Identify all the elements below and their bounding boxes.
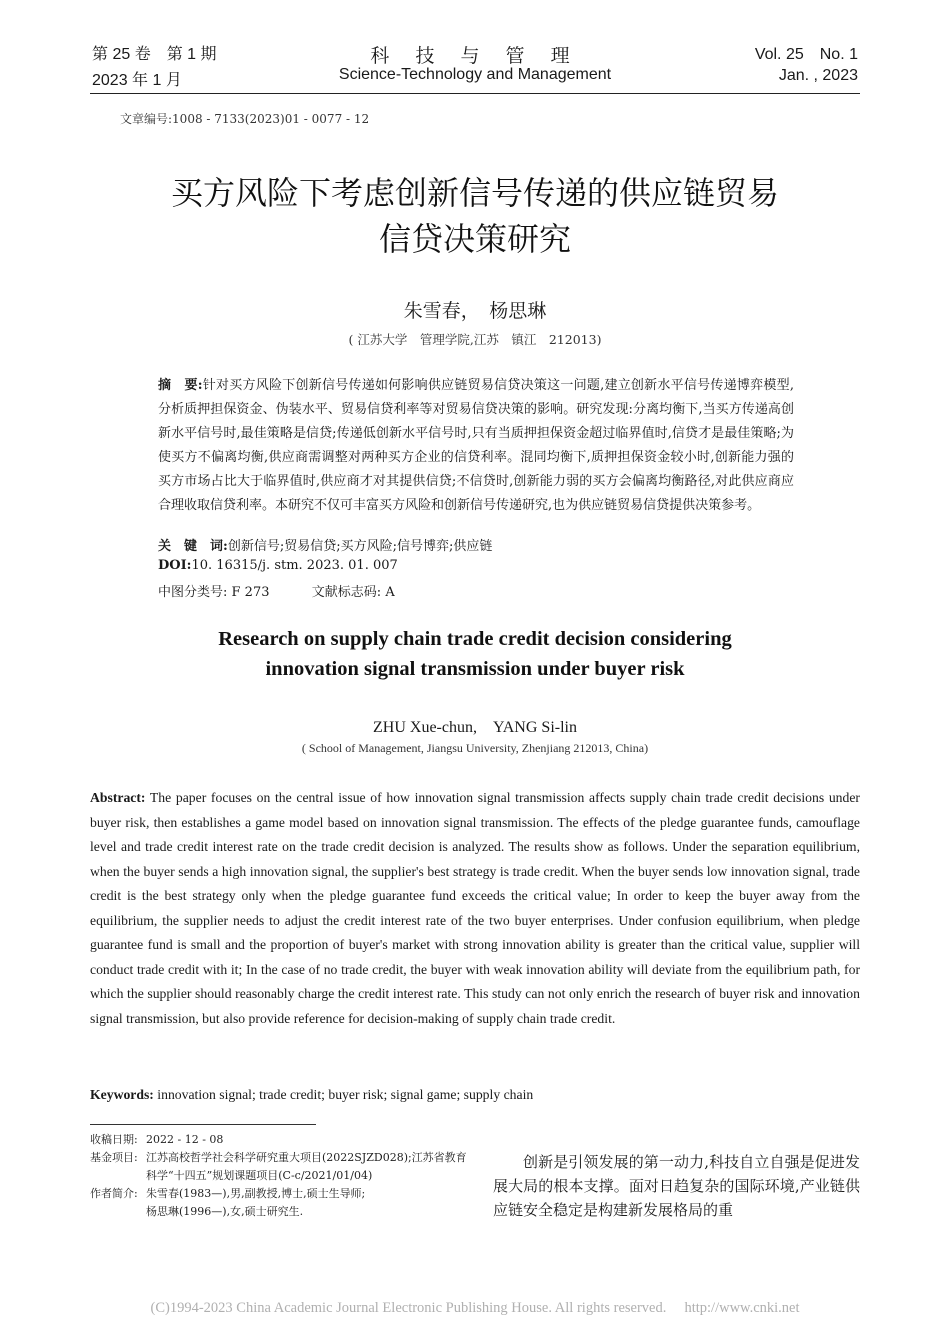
fund-label: 基金项目: (90, 1151, 138, 1164)
doc-code-text: A (385, 585, 395, 600)
cn-affiliation: ( 江苏大学 管理学院,江苏 镇江 212013) (348, 332, 602, 347)
en-title (100, 624, 850, 684)
footnote-fund (90, 1149, 475, 1185)
en-abstract-text: The paper focuses on the central issue of how innovation signal transmission affects supply chain trade credit decisions under buyer risk, then establishes a game model based on innovation signal transmission. The effects of the pledge guarantee funds, camouflage level and trade credit interest rate on the trade credit decision is analyzed. The results show as follows. Under the separation equilibrium, when the buyer sends a high innovation signal, the supplier's best strategy is trade credit. When the buyer sends low innovation signal, trade credit is the best strategy only when the pledge guarantee fund exceeds the critical value; In order to keep the buyer away from the equilibrium, the supplier needs to adjust the credit interest rate of the two buyer enterprises. Under confusion equilibrium, when pledge guarantee fund is small and the proportion of buyer's market with strong innovation ability is greater than the critical value, supplier will conduct trade credit with it; In the case of no trade credit, the buyer with weak innovation ability will deviate from the equilibrium path, for which the supplier should reasonably charge the credit interest rate. This study can not only enrich the research of buyer risk and innovation signal transmission, but also provide reference for decision-making of supply chain trade credit. (90, 790, 860, 1026)
cn-abstract-text: 针对买方风险下创新信号传递如何影响供应链贸易信贷决策这一问题,建立创新水平信号传递博弈模型,分析质押担保资金、伪装水平、贸易信贷利率等对贸易信贷决策的影响。研究发现:分离均衡下,当买方传递高创新水平信号时,最佳策略是信贷;传递低创新水平信号时,只有当质押担保资金超过临界值时,信贷才是最佳策略;为使买方不偏离均衡,供应商需调整对两种买方企业的信贷利率。混同均衡下,质押担保资金较小时,创新能力强的买方市场占比大于临界值时,供应商才对其提供信贷;不信贷时,创新能力弱的买方会偏离均衡路径,对此供应商应合理收取信贷利率。本研究不仅可丰富买方风险和创新信号传递研究,也为供应链贸易信贷提供决策参考。 (158, 378, 794, 513)
en-authors: ZHU Xue-chun, YANG Si-lin (373, 719, 577, 736)
article-number: 文章编号:1008 - 7133(2023)01 - 0077 - 12 (120, 112, 370, 126)
date-en: Jan. , 2023 (778, 67, 858, 84)
received-text: 2022 - 12 - 08 (146, 1133, 224, 1146)
bio-label: 作者简介: (90, 1187, 138, 1200)
cn-keywords-text: 创新信号;贸易信贷;买方风险;信号博弈;供应链 (227, 539, 493, 554)
clc-text: F 273 (231, 585, 270, 600)
en-affiliation: ( School of Management, Jiangsu University, Zhenjiang 212013, China) (301, 741, 649, 755)
footnote-bio (90, 1185, 475, 1221)
received-label: 收稿日期: (90, 1133, 138, 1146)
cn-keywords-label: 关 键 词: (158, 539, 228, 554)
doc-code-label: 文献标志码: (311, 585, 382, 600)
bio-text (146, 1185, 475, 1221)
clc-label: 中图分类号: (158, 585, 228, 600)
volume-issue-cn: 第 25 卷 第 1 期 (92, 46, 217, 63)
copyright-notice: (C)1994-2023 China Academic Journal Electronic Publishing House. All rights reserved. http://www.cnki.net (150, 1300, 800, 1316)
journal-name-cn: 科 技 与 管 理 (370, 45, 580, 67)
fund-text: 江苏高校哲学社会科学研究重大项目(2022SJZD028);江苏省教育科学“十四五”规划课题项目(C-c/2021/01/04) (146, 1151, 467, 1182)
journal-name-en: Science-Technology and Management (338, 66, 612, 83)
footnote-rule (90, 1124, 316, 1125)
en-title-line-2: innovation signal transmission under buyer risk (265, 658, 685, 680)
cn-title-line-1: 买方风险下考虑创新信号传递的供应链贸易 (170, 174, 779, 212)
en-keywords-text: innovation signal; trade credit; buyer risk; signal game; supply chain (153, 1087, 534, 1102)
footnote-received (90, 1131, 475, 1149)
en-abstract-label: Abstract: (90, 790, 146, 805)
cn-abstract (158, 374, 794, 518)
cn-abstract-label: 摘 要: (158, 378, 203, 393)
bio-text-2: 杨思琳(1996—),女,硕士研究生. (146, 1205, 304, 1218)
header-rule (90, 93, 860, 94)
cn-title (100, 170, 850, 262)
bio-text-1: 朱雪春(1983—),男,副教授,博士,硕士生导师; (146, 1187, 366, 1200)
body-paragraph: 创新是引领发展的第一动力,科技自立自强是促进发展大局的根本支撑。面对日趋复杂的国际环境,产业链供应链安全稳定是构建新发展格局的重 (493, 1153, 860, 1219)
doi (158, 558, 794, 573)
en-keywords (90, 1087, 860, 1103)
en-abstract (90, 786, 860, 1031)
date-cn: 2023 年 1 月 (92, 72, 182, 89)
en-keywords-label: Keywords: (90, 1087, 154, 1102)
cn-authors: 朱雪春， 杨思琳 (403, 300, 547, 322)
classification (158, 581, 794, 600)
doi-text: 10. 16315/j. stm. 2023. 01. 007 (191, 558, 398, 573)
doi-label: DOI: (158, 558, 192, 573)
cn-title-line-2: 信贷决策研究 (378, 220, 571, 258)
cn-keywords (158, 535, 794, 554)
volume-issue-en: Vol. 25 No. 1 (754, 46, 858, 63)
footnotes (90, 1131, 475, 1221)
en-title-line-1: Research on supply chain trade credit decision considering (218, 628, 732, 650)
